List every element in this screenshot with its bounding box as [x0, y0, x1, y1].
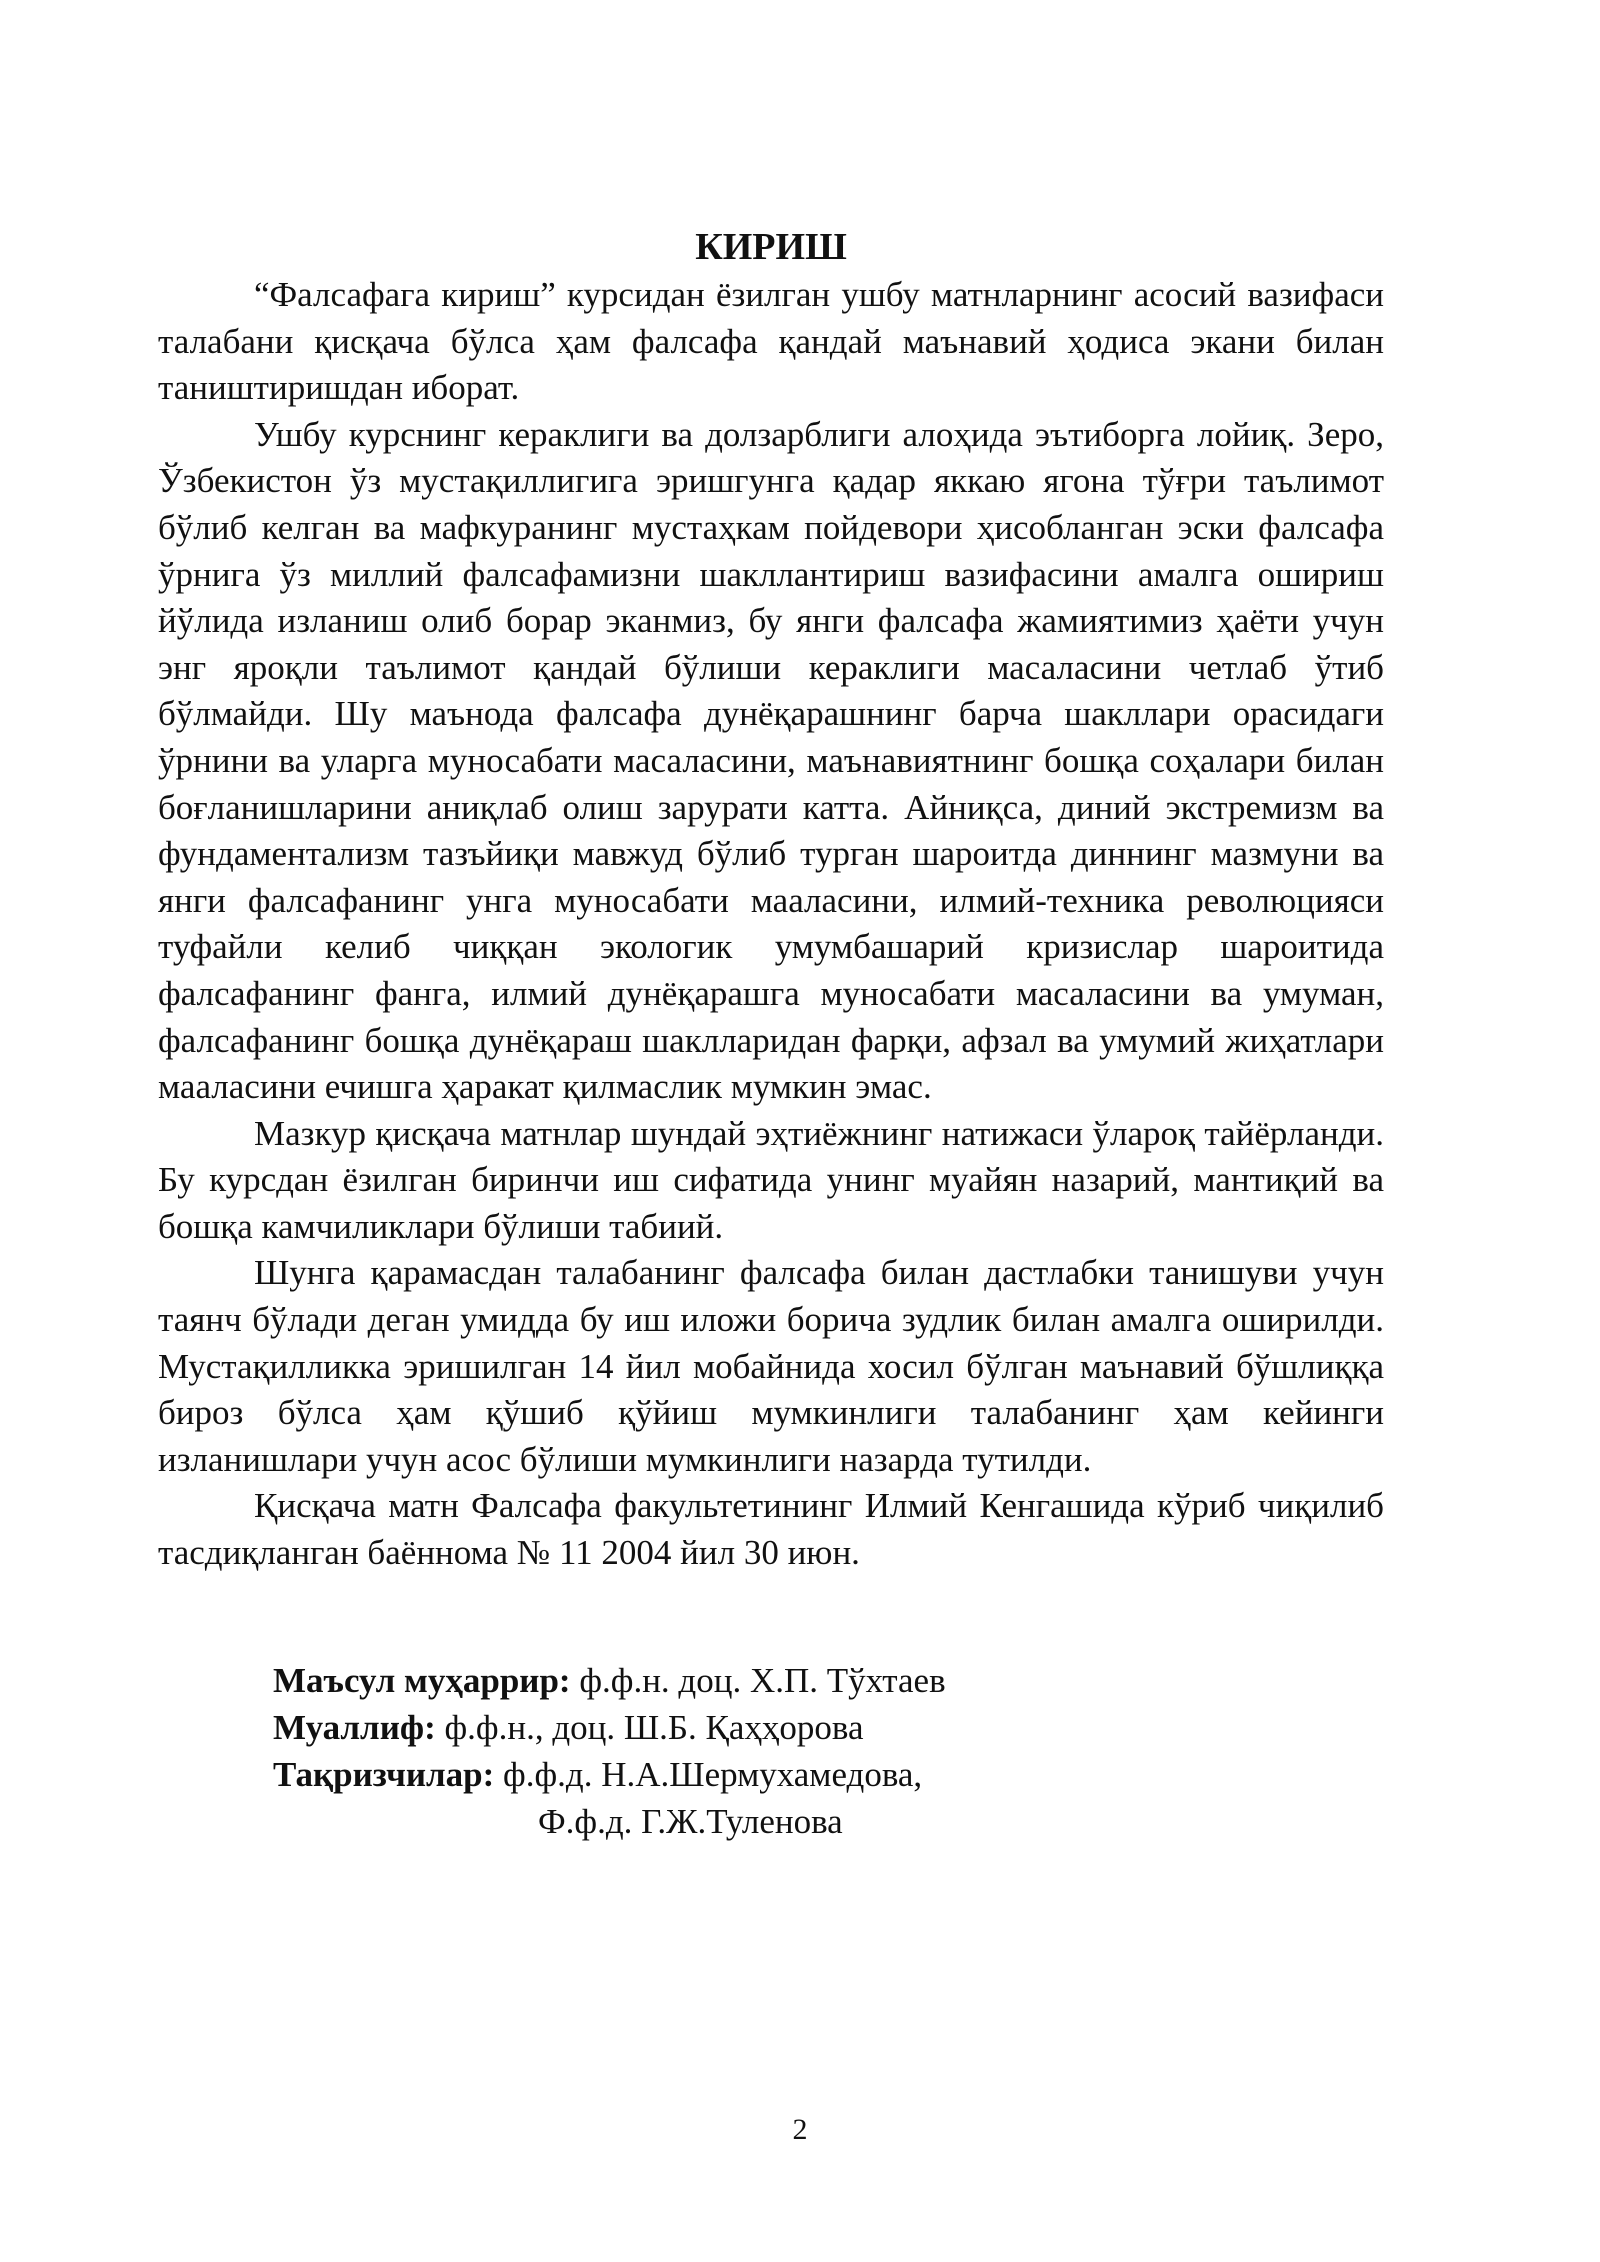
credits-block	[273, 1657, 1384, 1845]
paragraph-relevance: Ушбу курснинг кераклиги ва долзарблиги алоҳида эътиборга лойиқ. Зеро, Ўзбекистон ўз мустақиллигига эришгунга қадар яккаю ягона тўғри таълимот бўлиб келган ва мафкуранинг мустаҳкам пойдевори ҳисобланган эски фалсафа ўрнига ўз миллий фалсафамизни шакллантириш вазифасини амалга ошириш йўлида изланиш олиб борар эканмиз, бу янги фалсафа жамиятимиз ҳаёти учун энг яроқли таълимот қандай бўлиши кераклиги масаласини четлаб ўтиб бўлмайди. Шу маънода фалсафа дунёқарашнинг барча шакллари орасидаги ўрнини ва уларга муносабати масаласини, маънавиятнинг бошқа соҳалари билан боғланишларини аниқлаб олиш зарурати катта. Айниқса, диний экстремизм ва фундаментализм тазъйиқи мавжуд бўлиб турган шароитда диннинг мазмуни ва янги фалсафанинг унга муносабати мааласини, илмий-техника революцияси туфайли келиб чиққан экологик умумбашарий кризислар шароитида фалсафанинг фанга, илмий дунёқарашга муносабати масаласини ва умуман, фалсафанинг бошқа дунёқараш шаклларидан фарқи, афзал ва умумий жиҳатлари мааласини ечишга ҳаракат қилмаслик мумкин эмас.	[158, 414, 1384, 1107]
paragraph-hope: Шунга қарамасдан талабанинг фалсафа билан дастлабки танишуви учун таянч бўлади деган умидда бу иш иложи борича зудлик билан амалга оширилди. Мустақилликка эришилган 14 йил мобайнида хосил бўлган маънавий бўшлиққа бироз бўлса ҳам қўшиб қўйиш мумкинлиги талабанинг ҳам кейинги изланишлари учун асос бўлиши мумкинлиги назарда тутилди.	[158, 1253, 1384, 1479]
author-role-label: Муаллиф:	[273, 1707, 436, 1747]
author-name: ф.ф.н., доц. Ш.Б. Қаҳҳорова	[444, 1707, 864, 1747]
paragraph-purpose: Мазкур қисқача матнлар шундай эҳтиёжнинг натижаси ўлароқ тайёрланди. Бу курсдан ёзилган биринчи иш сифатида унинг муайян назарий, мантиқий ва бошқа камчиликлари бўлиши табиий.	[158, 1113, 1384, 1246]
editor-name: ф.ф.н. доц. Х.П. Тўхтаев	[579, 1660, 946, 1700]
reviewer-name-2: Ф.ф.д. Г.Ж.Туленова	[538, 1801, 843, 1841]
credit-reviewers-continued	[273, 1798, 1384, 1845]
section-title: КИРИШ	[695, 226, 847, 268]
editor-role-label: Маъсул муҳаррир:	[273, 1660, 571, 1700]
paragraph-intro: “Фалсафага кириш” курсидан ёзилган ушбу матнларнинг асосий вазифаси талабани қисқача бўлса ҳам фалсафа қандай маънавий ҳодиса экани билан таништиришдан иборат.	[158, 275, 1384, 408]
reviewer-name-1: ф.ф.д. Н.А.Шермухамедова,	[503, 1754, 923, 1794]
credit-reviewers	[273, 1751, 1384, 1798]
credit-author	[273, 1704, 1384, 1751]
paragraph-approval: Қисқача матн Фалсафа факультетининг Илмий Кенгашида кўриб чиқилиб тасдиқланган баённома № 11 2004 йил 30 июн.	[158, 1486, 1384, 1573]
document-page	[158, 222, 1384, 1845]
page-number: 2	[792, 2113, 808, 2146]
reviewers-role-label: Тақризчилар:	[273, 1754, 495, 1794]
credit-editor	[273, 1657, 1384, 1704]
